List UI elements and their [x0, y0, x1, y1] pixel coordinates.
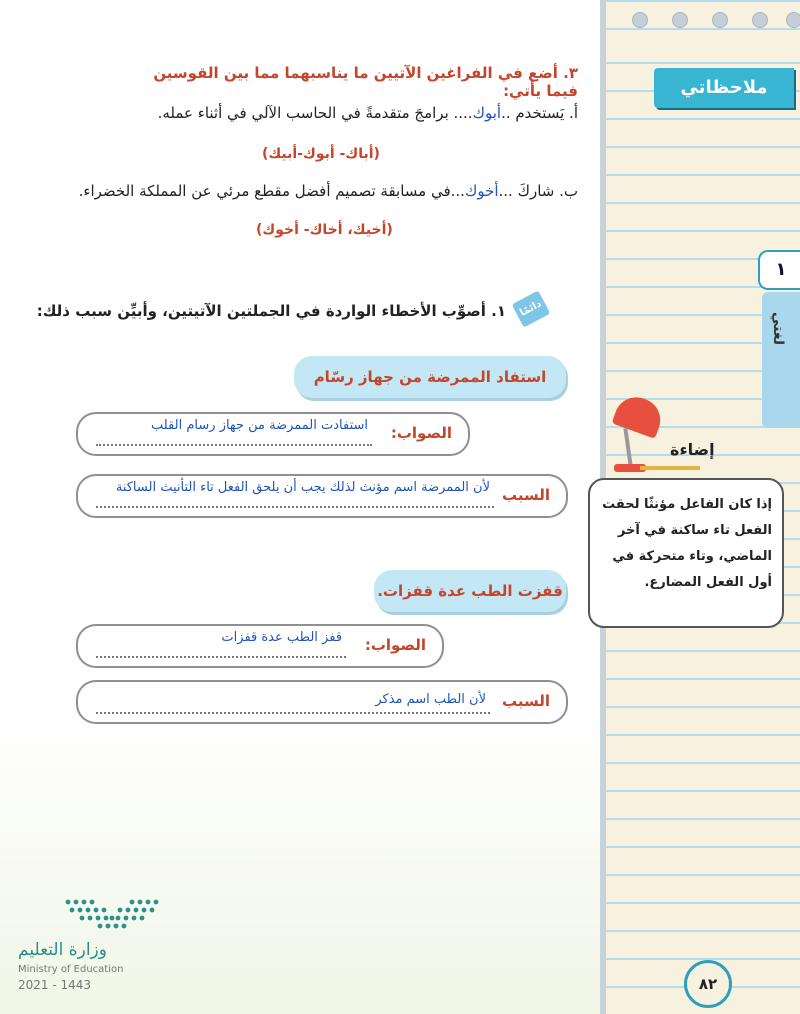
notes-title: ملاحظاتي	[654, 68, 794, 108]
item-a-prefix: أ. يَستخدم ..	[501, 104, 578, 122]
sentence-2: قفزت الطب عدة قفزات.	[374, 570, 566, 612]
ministry-name-english: Ministry of Education	[18, 964, 124, 975]
item-a-answer[interactable]: أبوك	[472, 104, 502, 122]
correction-1-dots	[96, 444, 372, 446]
always-badge: دائمًا	[512, 290, 551, 327]
binder-ring	[672, 12, 688, 28]
tip-underline	[640, 466, 700, 470]
correction-2-value[interactable]: قفز الطب عدة قفزات	[221, 630, 342, 645]
item-a-suffix: .... برامجَ متقدمةً في الحاسب الآلي في أثناء عمله.	[157, 104, 473, 122]
binder-ring	[752, 12, 768, 28]
reason-1-dots	[96, 506, 494, 508]
exercise1-title: ١. أصوِّب الأخطاء الواردة في الجملتين الآتيتين، وأبيِّن سبب ذلك:	[36, 302, 506, 320]
unit-tab-label: لغتي	[770, 312, 786, 346]
reason-1-label: السبب	[501, 486, 550, 504]
ministry-name-arabic: وزارة التعليم	[18, 940, 107, 960]
binder-ring	[712, 12, 728, 28]
ministry-year: 2021 - 1443	[18, 978, 92, 992]
exercise3-item-a	[158, 104, 578, 122]
correction-1-value[interactable]: استفادت الممرضة من جهاز رسام القلب	[151, 418, 368, 433]
item-b-answer[interactable]: أخوك	[464, 182, 499, 200]
reason-1-box[interactable]	[76, 474, 568, 518]
tip-label: إضاءة	[670, 440, 715, 459]
item-b-suffix: ...في مسابقة تصميم أفضل مقطع مرئي عن المملكة الخضراء.	[78, 182, 465, 200]
unit-tab[interactable]	[762, 292, 800, 428]
reason-2-box[interactable]	[76, 680, 568, 724]
reason-2-label: السبب	[501, 692, 550, 710]
correction-2-label: الصواب:	[364, 636, 426, 654]
reason-2-dots	[96, 712, 490, 714]
reason-1-value[interactable]: لأن الممرضة اسم مؤنث لذلك يجب أن يلحق الفعل تاء التأنيث الساكنة	[115, 480, 490, 495]
tip-box: إذا كان الفاعل مؤنثًا لحقت الفعل تاء ساكنة في آخر الماضي، وتاء متحركة في أول الفعل المضارع.	[588, 478, 784, 628]
binder-ring	[786, 12, 800, 28]
sentence-1: استفاد الممرضة من جهاز رسّام	[294, 356, 566, 398]
exercise3-title: ٣. أضع في الفراغين الآتيين ما يناسبهما مما بين القوسين فيما يأتي:	[153, 64, 578, 100]
unit-tab-number[interactable]: ١	[758, 250, 800, 290]
correction-1-box[interactable]	[76, 412, 470, 456]
binder-ring	[632, 12, 648, 28]
item-b-prefix: ب. شاركَ ...	[498, 182, 578, 200]
page-number: ٨٢	[684, 960, 732, 1008]
ministry-logo-icon	[62, 896, 162, 932]
exercise3-item-b	[79, 182, 578, 200]
item-a-choices: (أباك- أبوك-أبيك)	[262, 146, 380, 162]
reason-2-value[interactable]: لأن الطب اسم مذكر	[375, 692, 486, 707]
correction-1-label: الصواب:	[390, 424, 452, 442]
item-b-choices: (أخيك، أخاك- أخوك)	[256, 222, 393, 238]
correction-2-dots	[96, 656, 346, 658]
correction-2-box[interactable]	[76, 624, 444, 668]
